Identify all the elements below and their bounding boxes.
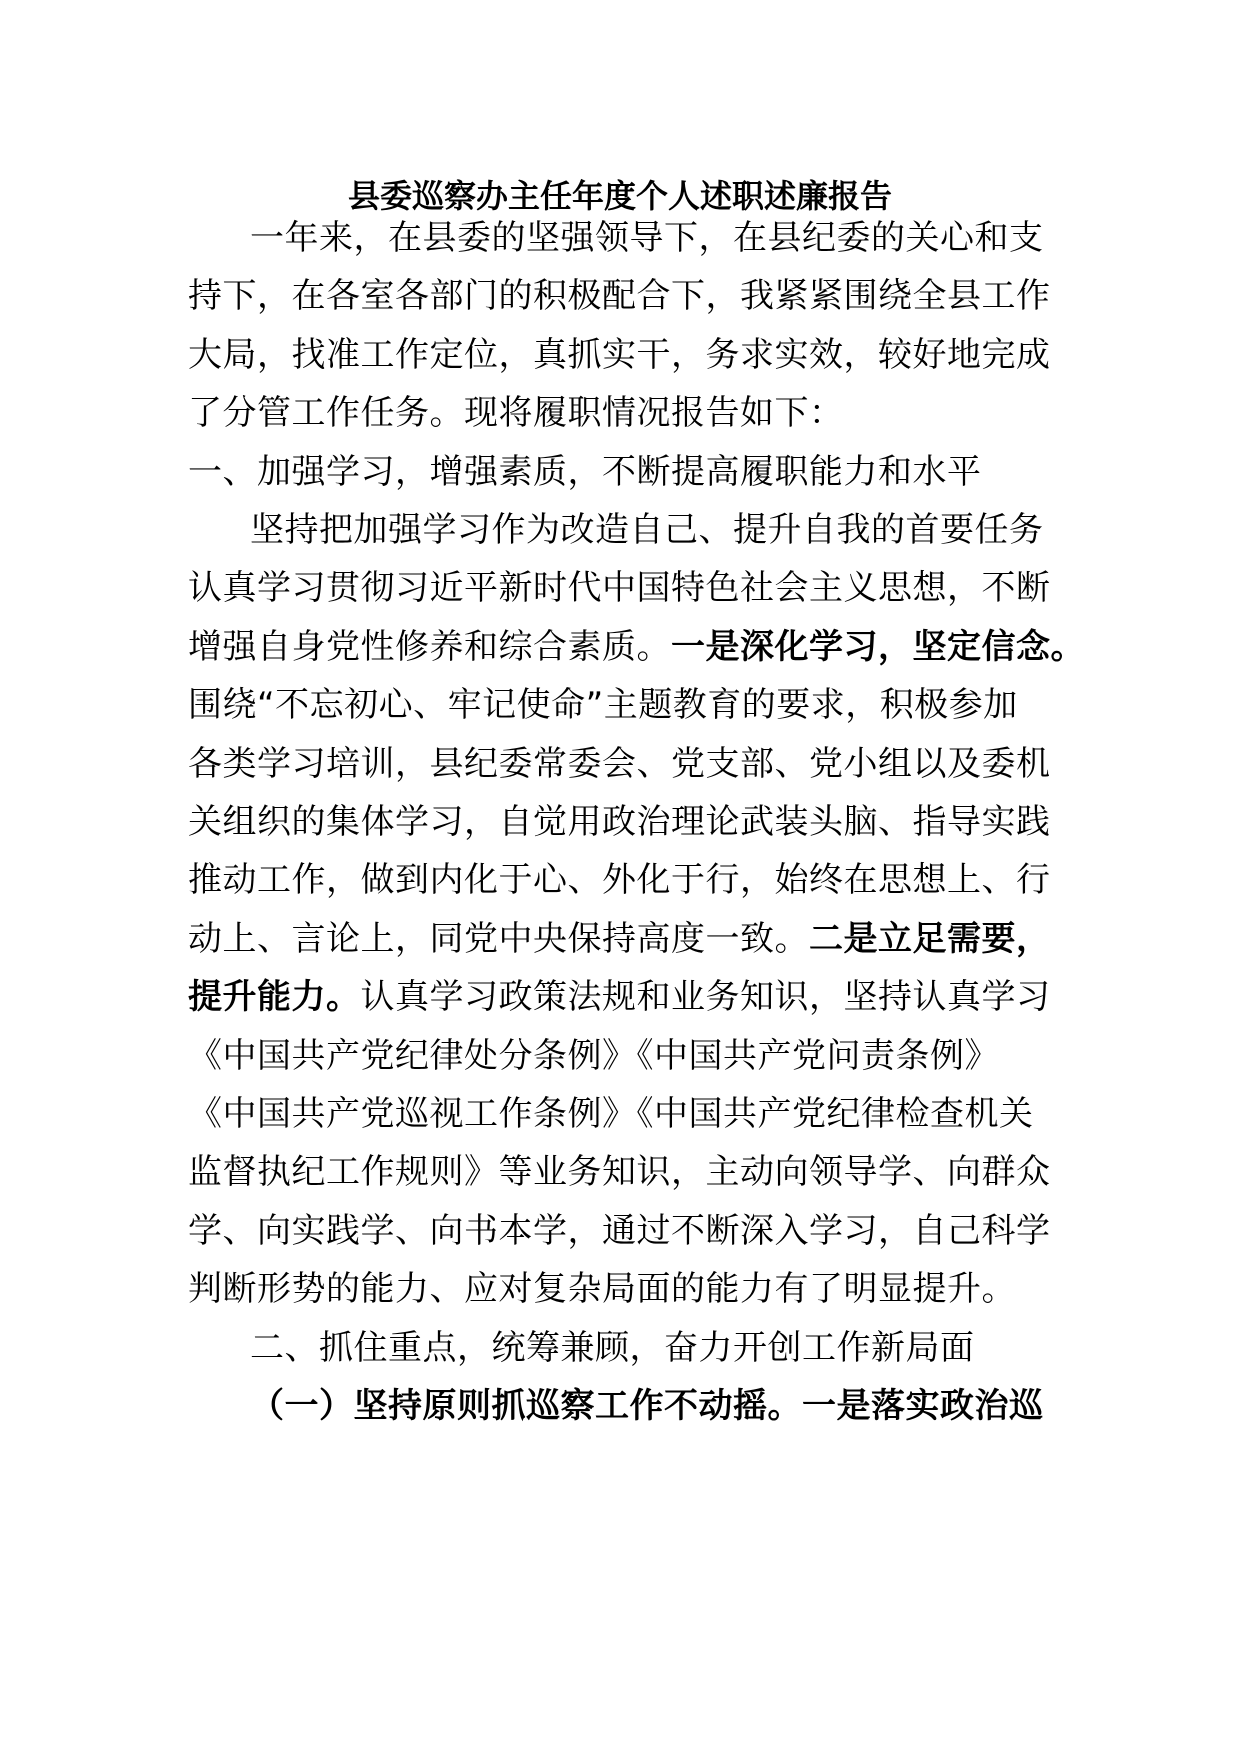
- text-segment: 关组织的集体学习，自觉用政治理论武装头脑、指导实践: [188, 802, 1051, 842]
- text-line: [188, 1148, 1051, 1196]
- text-line: [188, 915, 1051, 963]
- text-segment: 一、加强学习，增强素质，不断提高履职能力和水平: [188, 451, 982, 492]
- text-line: [188, 1090, 1034, 1138]
- text-line: [188, 1032, 999, 1080]
- text-line: [188, 798, 1051, 846]
- text-segment: 围绕“不忘初心、牢记使命”主题教育的要求，积极参加: [188, 685, 1018, 726]
- text-line: [188, 1265, 1016, 1313]
- text-line: [188, 623, 1085, 671]
- bold-text-segment: 二是立足需要，: [809, 918, 1051, 959]
- text-segment: 认真学习政策法规和业务知识，坚持认真学习: [360, 977, 1051, 1018]
- text-line: [188, 1207, 1051, 1255]
- bold-text-segment: 一是深化学习，坚定信念。: [671, 626, 1085, 667]
- text-segment: 了分管工作任务。现将履职情况报告如下：: [188, 393, 844, 434]
- text-segment: 判断形势的能力、应对复杂局面的能力有了明显提升。: [188, 1269, 1016, 1310]
- text-segment: 增强自身党性修养和综合素质。: [188, 626, 671, 667]
- text-line: [250, 214, 1044, 262]
- text-segment: 大局，找准工作定位，真抓实干，务求实效，较好地完成: [188, 334, 1051, 375]
- text-segment: 动上、言论上，同党中央保持高度一致。: [188, 918, 809, 959]
- document-title: 县委巡察办主任年度个人述职述廉报告: [347, 177, 892, 215]
- text-line: [188, 740, 1051, 788]
- text-line: [250, 1382, 1044, 1430]
- text-line: [188, 564, 1051, 612]
- text-line: [188, 331, 1051, 379]
- text-line: [188, 448, 982, 496]
- text-segment: 一年来，在县委的坚强领导下，在县纪委的关心和支: [250, 218, 1044, 258]
- text-segment: 二、抓住重点，统筹兼顾，奋力开创工作新局面: [250, 1327, 975, 1368]
- text-line: [188, 389, 844, 437]
- bold-text-segment: 提升能力。: [188, 977, 361, 1018]
- text-line: [188, 681, 1018, 729]
- text-segment: 推动工作，做到内化于心、外化于行，始终在思想上、行: [188, 860, 1051, 901]
- bold-text-segment: （一）坚持原则抓巡察工作不动摇。一是落实政治巡: [250, 1386, 1044, 1426]
- text-segment: 各类学习培训，县纪委常委会、党支部、党小组以及委机: [188, 743, 1051, 784]
- text-segment: 持下，在各室各部门的积极配合下，我紧紧围绕全县工作: [188, 276, 1051, 317]
- text-segment: 《中国共产党纪律处分条例》《中国共产党问责条例》: [188, 1035, 999, 1076]
- text-segment: 《中国共产党巡视工作条例》《中国共产党纪律检查机关: [188, 1094, 1034, 1134]
- text-line: [188, 272, 1051, 320]
- text-line: [250, 506, 1044, 554]
- text-segment: 认真学习贯彻习近平新时代中国特色社会主义思想，不断: [188, 568, 1051, 609]
- text-segment: 学、向实践学、向书本学，通过不断深入学习，自己科学: [188, 1210, 1051, 1251]
- text-line: [188, 973, 1051, 1021]
- text-line: [188, 856, 1051, 904]
- text-segment: 监督执纪工作规则》等业务知识，主动向领导学、向群众: [188, 1152, 1051, 1193]
- text-segment: 坚持把加强学习作为改造自己、提升自我的首要任务: [250, 510, 1044, 550]
- text-line: [250, 1324, 975, 1372]
